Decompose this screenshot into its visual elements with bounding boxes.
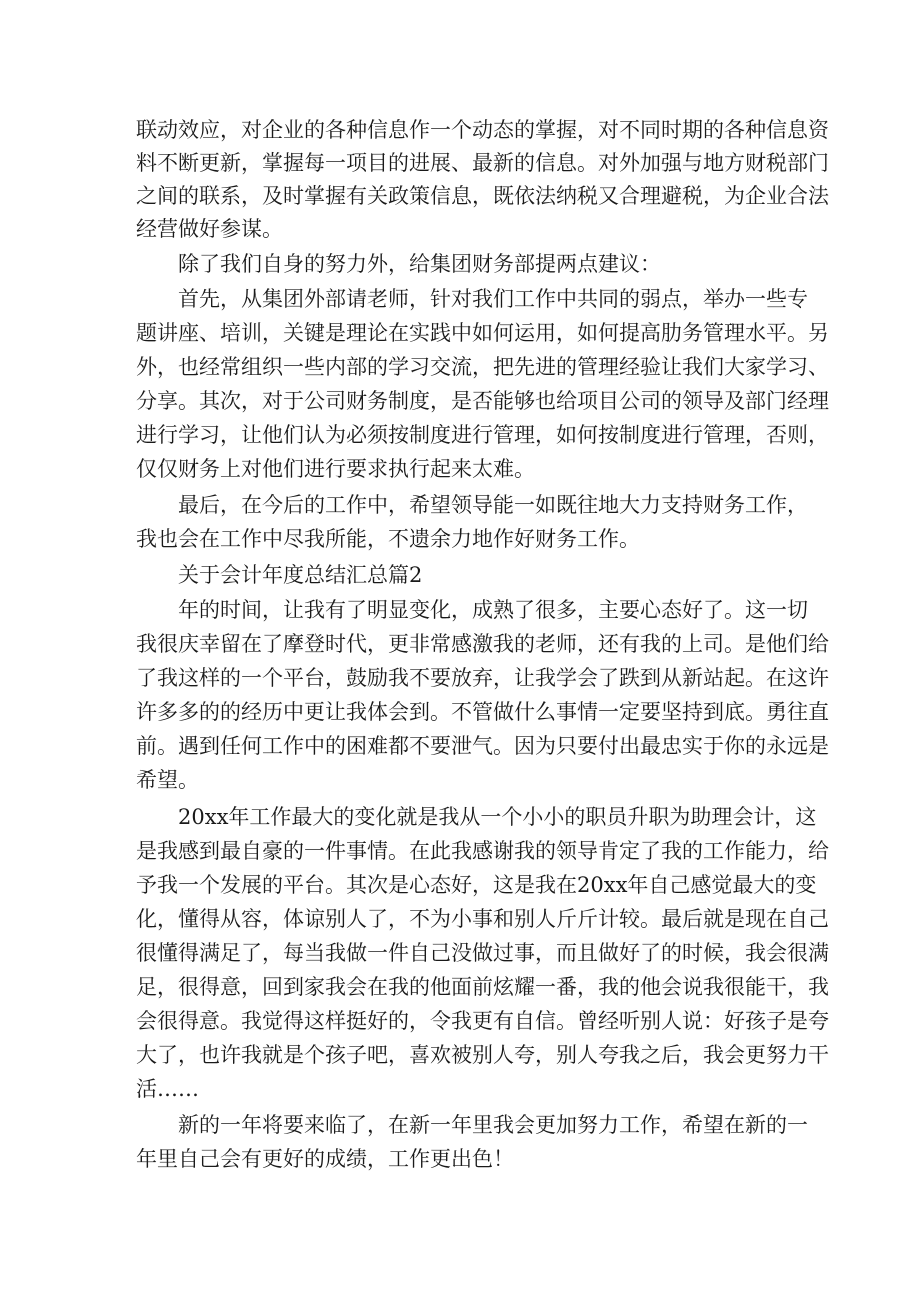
text-line: 是我感到最自豪的一件事情。在此我感谢我的领导肯定了我的工作能力，给 [136,839,829,863]
text-line: 年里自己会有更好的成绩，工作更出色！ [136,1147,514,1171]
text-line: 了我这样的一个平台，鼓励我不要放弃，让我学会了跌到从新站起。在这许 [136,666,829,690]
text-line: 题讲座、培训，关键是理论在实践中如何运用，如何提高肋务管理水平。另 [136,321,829,345]
text-line: 我也会在工作中尽我所能，不遗余力地作好财务工作。 [136,527,640,551]
text-line: 新的一年将要来临了，在新一年里我会更加努力工作，希望在新的一 [178,1113,808,1137]
text-line: 首先，从集团外部请老师，针对我们工作中共同的弱点，举办一些专 [178,287,808,311]
text-line: 除了我们自身的努力外，给集团财务部提两点建议： [178,252,661,276]
text-line: 前。遇到任何工作中的困难都不要泄气。因为只要付出最忠实于你的永远是 [136,734,829,758]
text-line: 很懂得满足了，每当我做一件自己没做过事，而且做好了的时候，我会很满 [136,941,829,965]
text-line: 20xx年工作最大的变化就是我从一个小小的职员升职为助理会计，这 [178,805,817,829]
text-line: 我很庆幸留在了摩登时代，更非常感激我的老师，还有我的上司。是他们给 [136,632,829,656]
text-line: 之间的联系，及时掌握有关政策信息，既依法纳税又合理避税，为企业合法 [136,184,829,208]
text-line: 予我一个发展的平台。其次是心态好，这是我在20xx年自己感觉最大的变 [136,873,817,897]
text-line: 希望。 [136,768,199,792]
text-line: 仅仅财务上对他们进行要求执行起来太难。 [136,457,535,481]
text-line: 足，很得意，回到家我会在我的他面前炫耀一番，我的他会说我很能干，我 [136,975,829,999]
text-line: 料不断更新，掌握每一项目的进展、最新的信息。对外加强与地方财税部门 [136,151,829,175]
text-line: 进行学习，让他们认为必须按制度进行管理，如何按制度进行管理，否则， [136,423,829,447]
text-line: 联动效应，对企业的各种信息作一个动态的掌握，对不同时期的各种信息资 [136,118,829,142]
text-line: 会很得意。我觉得这样挺好的，令我更有自信。曾经听别人说：好孩子是夸 [136,1009,829,1033]
text-line: 年的时间，让我有了明显变化，成熟了很多，主要心态好了。这一切 [178,598,808,622]
text-line: 分享。其次，对于公司财务制度，是否能够也给项目公司的领导及部门经理 [136,389,829,413]
text-line: 化，懂得从容，体谅别人了，不为小事和别人斤斤计较。最后就是现在自己 [136,907,829,931]
text-line: 大了，也许我就是个孩子吧，喜欢被别人夸，别人夸我之后，我会更努力干 [136,1043,829,1067]
text-line: 活…… [136,1077,199,1101]
section-heading: 关于会计年度总结汇总篇2 [178,563,423,587]
text-line: 经营做好参谋。 [136,217,283,241]
text-line: 外，也经常组织一些内部的学习交流，把先进的管理经验让我们大家学习、 [136,355,829,379]
text-line: 许多多的的经历中更让我体会到。不管做什么事情一定要坚持到底。勇往直 [136,700,829,724]
text-line: 最后，在今后的工作中，希望领导能一如既往地大力支持财务工作， [178,493,808,517]
